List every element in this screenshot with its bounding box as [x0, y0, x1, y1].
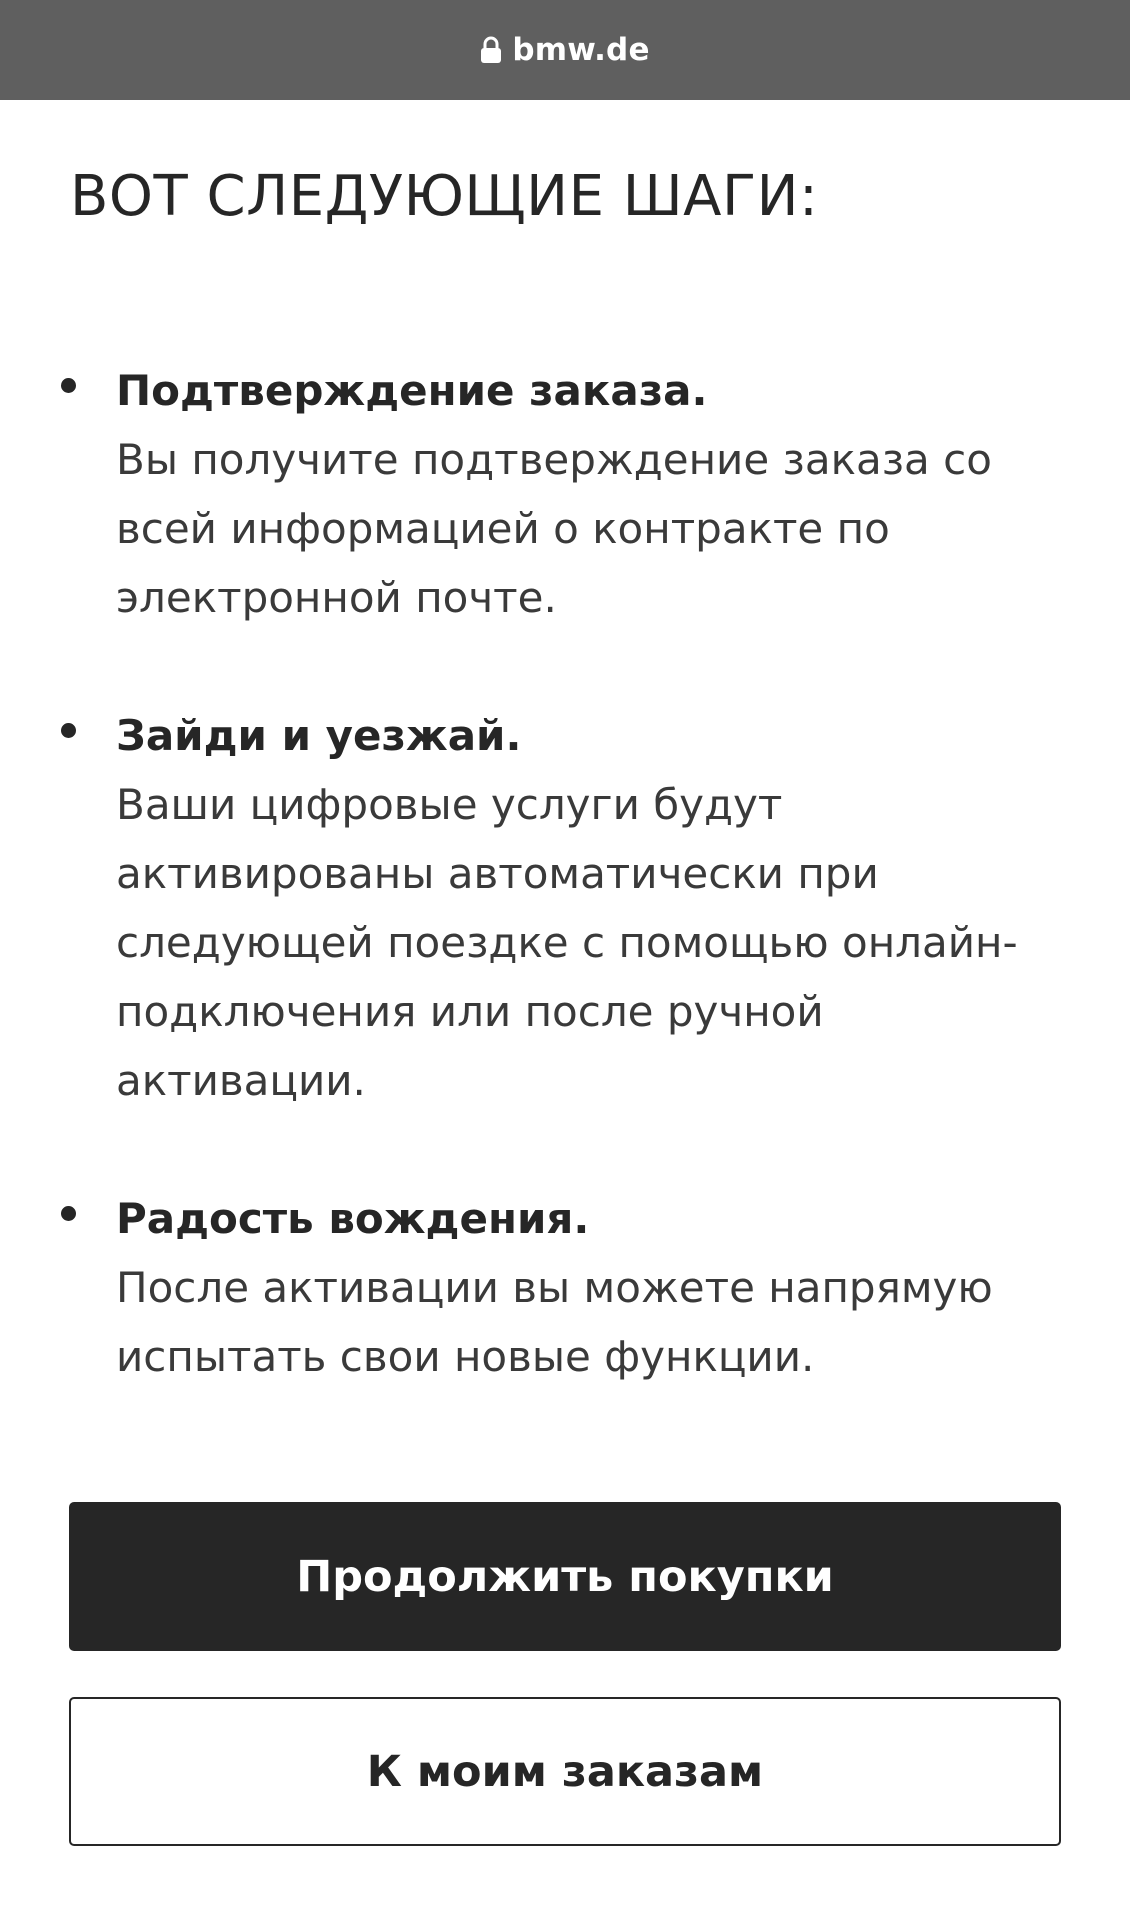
- step-description-line: Вы получите подтверждение заказа со: [116, 435, 992, 484]
- step-description-line: электронной почте.: [116, 573, 557, 622]
- page-title: ВОТ СЛЕДУЮЩИЕ ШАГИ:: [70, 164, 819, 229]
- step-description-line: активированы автоматически при: [116, 849, 879, 898]
- browser-url-bar[interactable]: [0, 0, 1130, 100]
- step-description-line: испытать свои новые функции.: [116, 1332, 815, 1381]
- next-steps-list: [0, 356, 1130, 1460]
- step-description-line: всей информацией о контракте по: [116, 504, 890, 553]
- step-item-get-in-and-go: [0, 701, 1130, 1115]
- step-description-line: После активации вы можете напрямую: [116, 1263, 993, 1312]
- bullet-icon: [61, 723, 76, 738]
- step-title: Подтверждение заказа.: [116, 366, 708, 415]
- step-description-line: Ваши цифровые услуги будут: [116, 780, 783, 829]
- step-item-driving-pleasure: [0, 1184, 1130, 1391]
- url-text: bmw.de: [512, 32, 650, 68]
- step-description-line: активации.: [116, 1056, 366, 1105]
- my-orders-button[interactable]: К моим заказам: [69, 1697, 1061, 1846]
- continue-shopping-button[interactable]: Продолжить покупки: [69, 1502, 1061, 1651]
- bullet-icon: [61, 378, 76, 393]
- bullet-icon: [61, 1206, 76, 1221]
- step-description-line: подключения или после ручной: [116, 987, 824, 1036]
- url-display[interactable]: [480, 32, 649, 68]
- step-title: Радость вождения.: [116, 1194, 590, 1243]
- lock-icon: [480, 36, 502, 64]
- step-item-order-confirmation: [0, 356, 1130, 632]
- step-description-line: следующей поездке с помощью онлайн-: [116, 918, 1018, 967]
- step-title: Зайди и уезжай.: [116, 711, 522, 760]
